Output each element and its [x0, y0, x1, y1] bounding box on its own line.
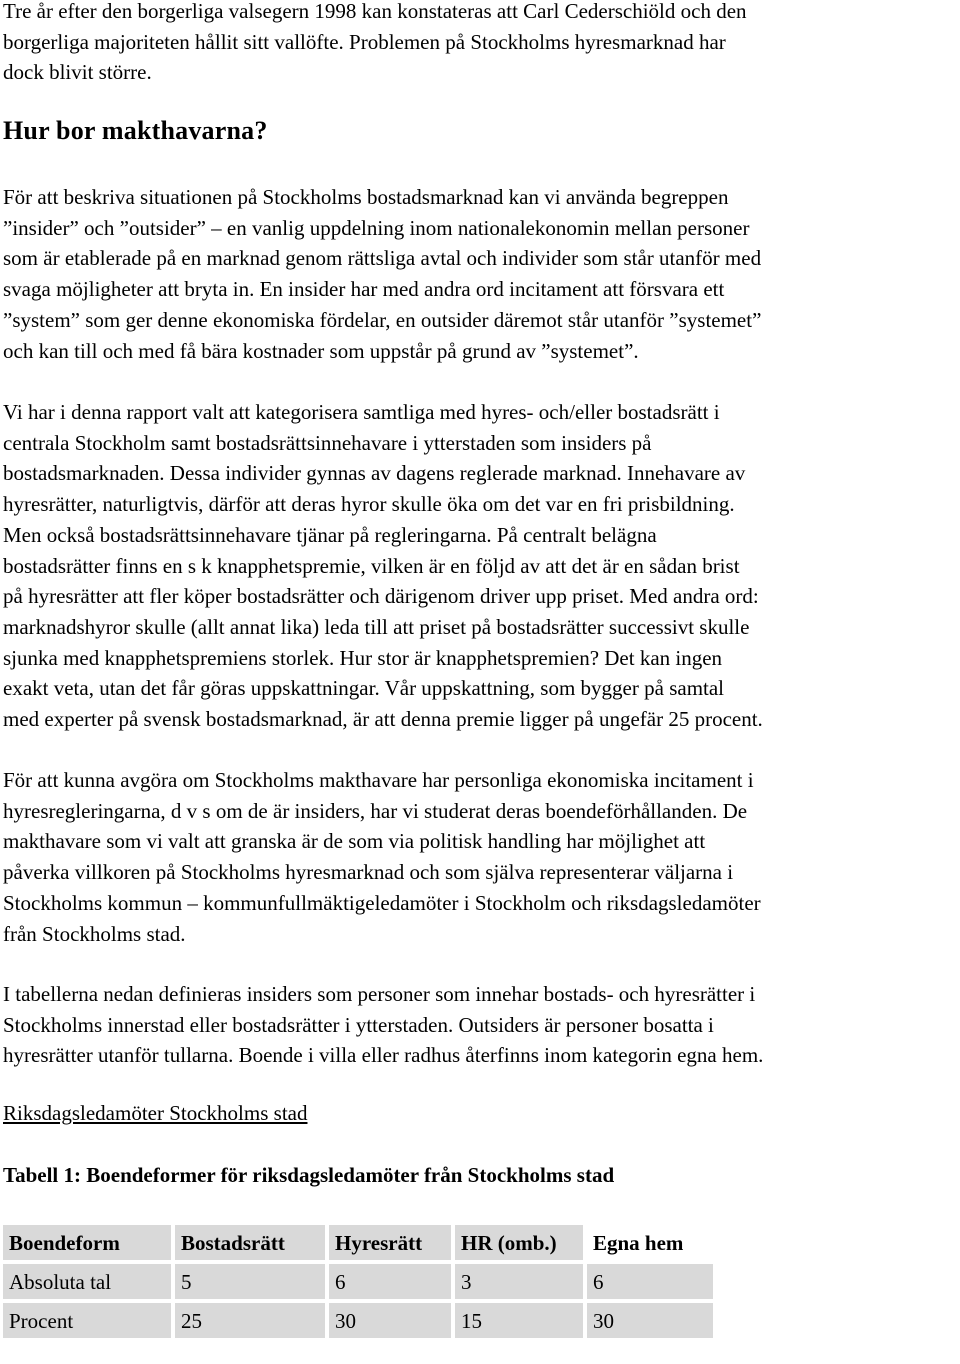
text-line: Tre år efter den borgerliga valsegern 1998 kan konstateras att Carl Cederschiöld och den	[3, 0, 747, 23]
text-line: och kan till och med få bära kostnader som uppstår på grund av ”systemet”.	[3, 338, 639, 363]
text-line: hyresregleringarna, d v s om de är insiders, har vi studerat deras boendeförhållanden. De	[3, 798, 748, 823]
table-cell: 15	[455, 1303, 583, 1338]
table-header-row	[3, 1225, 713, 1260]
table-cell: 6	[587, 1264, 713, 1299]
table-header-cell: Egna hem	[587, 1225, 713, 1260]
intro-paragraph	[3, 0, 960, 88]
table-row	[3, 1303, 713, 1338]
text-line: på hyresrätter att fler köper bostadsrätter och därigenom driver upp priset. Med andra ord:	[3, 584, 759, 609]
text-line: borgerliga majoriteten hållit sitt vallöfte. Problemen på Stockholms hyresmarknad har	[3, 29, 726, 54]
text-line: sjunka med knapphetspremiens storlek. Hur stor är knapphetspremien? Det kan ingen	[3, 645, 723, 670]
text-line: Stockholms kommun – kommunfullmäktigeledamöter i Stockholm och riksdagsledamöter	[3, 890, 761, 915]
table-cell: 5	[175, 1264, 325, 1299]
body-paragraph	[3, 182, 960, 366]
body-paragraph	[3, 397, 960, 735]
table-cell: Procent	[3, 1303, 171, 1338]
text-line: ”insider” och ”outsider” – en vanlig uppdelning inom nationalekonomin mellan personer	[3, 215, 750, 240]
body-paragraph	[3, 765, 960, 949]
text-line: centrala Stockholm samt bostadsrättsinnehavare i ytterstaden som insiders på	[3, 430, 652, 455]
text-line: med experter på svensk bostadsmarknad, är att denna premie ligger på ungefär 25 procent.	[3, 707, 763, 732]
table-header-cell: Hyresrätt	[329, 1225, 451, 1260]
text-line: Stockholms innerstad eller bostadsrätter i ytterstaden. Outsiders är personer bosatta i	[3, 1012, 714, 1037]
text-line: bostadsrätter finns en s k knapphetspremie, vilken är en följd av att det är en sådan brist	[3, 553, 740, 578]
housing-table	[0, 1221, 717, 1342]
table-header-cell: Boendeform	[3, 1225, 171, 1260]
table-cell: Absoluta tal	[3, 1264, 171, 1299]
text-line: från Stockholms stad.	[3, 921, 186, 946]
table-cell: 25	[175, 1303, 325, 1338]
text-line: exakt veta, utan det får göras uppskattningar. Vår uppskattning, som bygger på samtal	[3, 676, 725, 701]
table-row	[3, 1264, 713, 1299]
text-line: svaga möjligheter att bryta in. En insider har med andra ord incitament att försvara ett	[3, 277, 725, 302]
text-line: makthavare som vi valt att granska är de som via politisk handling har möjlighet att	[3, 829, 706, 854]
text-line: dock blivit större.	[3, 60, 152, 85]
text-line: För att kunna avgöra om Stockholms makthavare har personliga ekonomiska incitament i	[3, 768, 754, 792]
table-cell: 6	[329, 1264, 451, 1299]
text-line: hyresrätter utanför tullarna. Boende i villa eller radhus återfinns inom kategorin egna hem.	[3, 1043, 764, 1068]
text-line: hyresrätter, naturligtvis, därför att deras hyror skulle öka om det var en fri prisbildning.	[3, 492, 735, 517]
table-cell: 3	[455, 1264, 583, 1299]
text-line: som är etablerade på en marknad genom rättsliga avtal och individer som står utanför med	[3, 246, 762, 271]
text-line: marknadshyror skulle (allt annat lika) leda till att priset på bostadsrätter successivt skulle	[3, 614, 750, 639]
text-line: Men också bostadsrättsinnehavare tjänar på regleringarna. På centralt belägna	[3, 522, 657, 547]
text-line: ”system” som ger denne ekonomiska fördelar, en outsider däremot står utanför ”systemet”	[3, 307, 762, 332]
text-line: För att beskriva situationen på Stockholms bostadsmarknad kan vi använda begreppen	[3, 185, 729, 209]
table-header-cell: HR (omb.)	[455, 1225, 583, 1260]
text-line: bostadsmarknaden. Dessa individer gynnas av dagens reglerade marknad. Innehavare av	[3, 461, 746, 486]
table-title: Tabell 1: Boendeformer för riksdagsledamöter från Stockholms stad	[3, 1163, 615, 1187]
text-line: I tabellerna nedan definieras insiders som personer som innehar bostads- och hyresrätter i	[3, 982, 756, 1006]
text-line: påverka villkoren på Stockholms hyresmarknad och som själva representerar väljarna i	[3, 860, 734, 885]
section-link-riksdag[interactable]: Riksdagsledamöter Stockholms stad	[3, 1101, 308, 1125]
table-cell: 30	[587, 1303, 713, 1338]
section-heading: Hur bor makthavarna?	[3, 116, 268, 145]
body-paragraph	[3, 979, 960, 1071]
table-header-cell: Bostadsrätt	[175, 1225, 325, 1260]
table-cell: 30	[329, 1303, 451, 1338]
text-line: Vi har i denna rapport valt att kategorisera samtliga med hyres- och/eller bostadsrätt i	[3, 400, 720, 424]
